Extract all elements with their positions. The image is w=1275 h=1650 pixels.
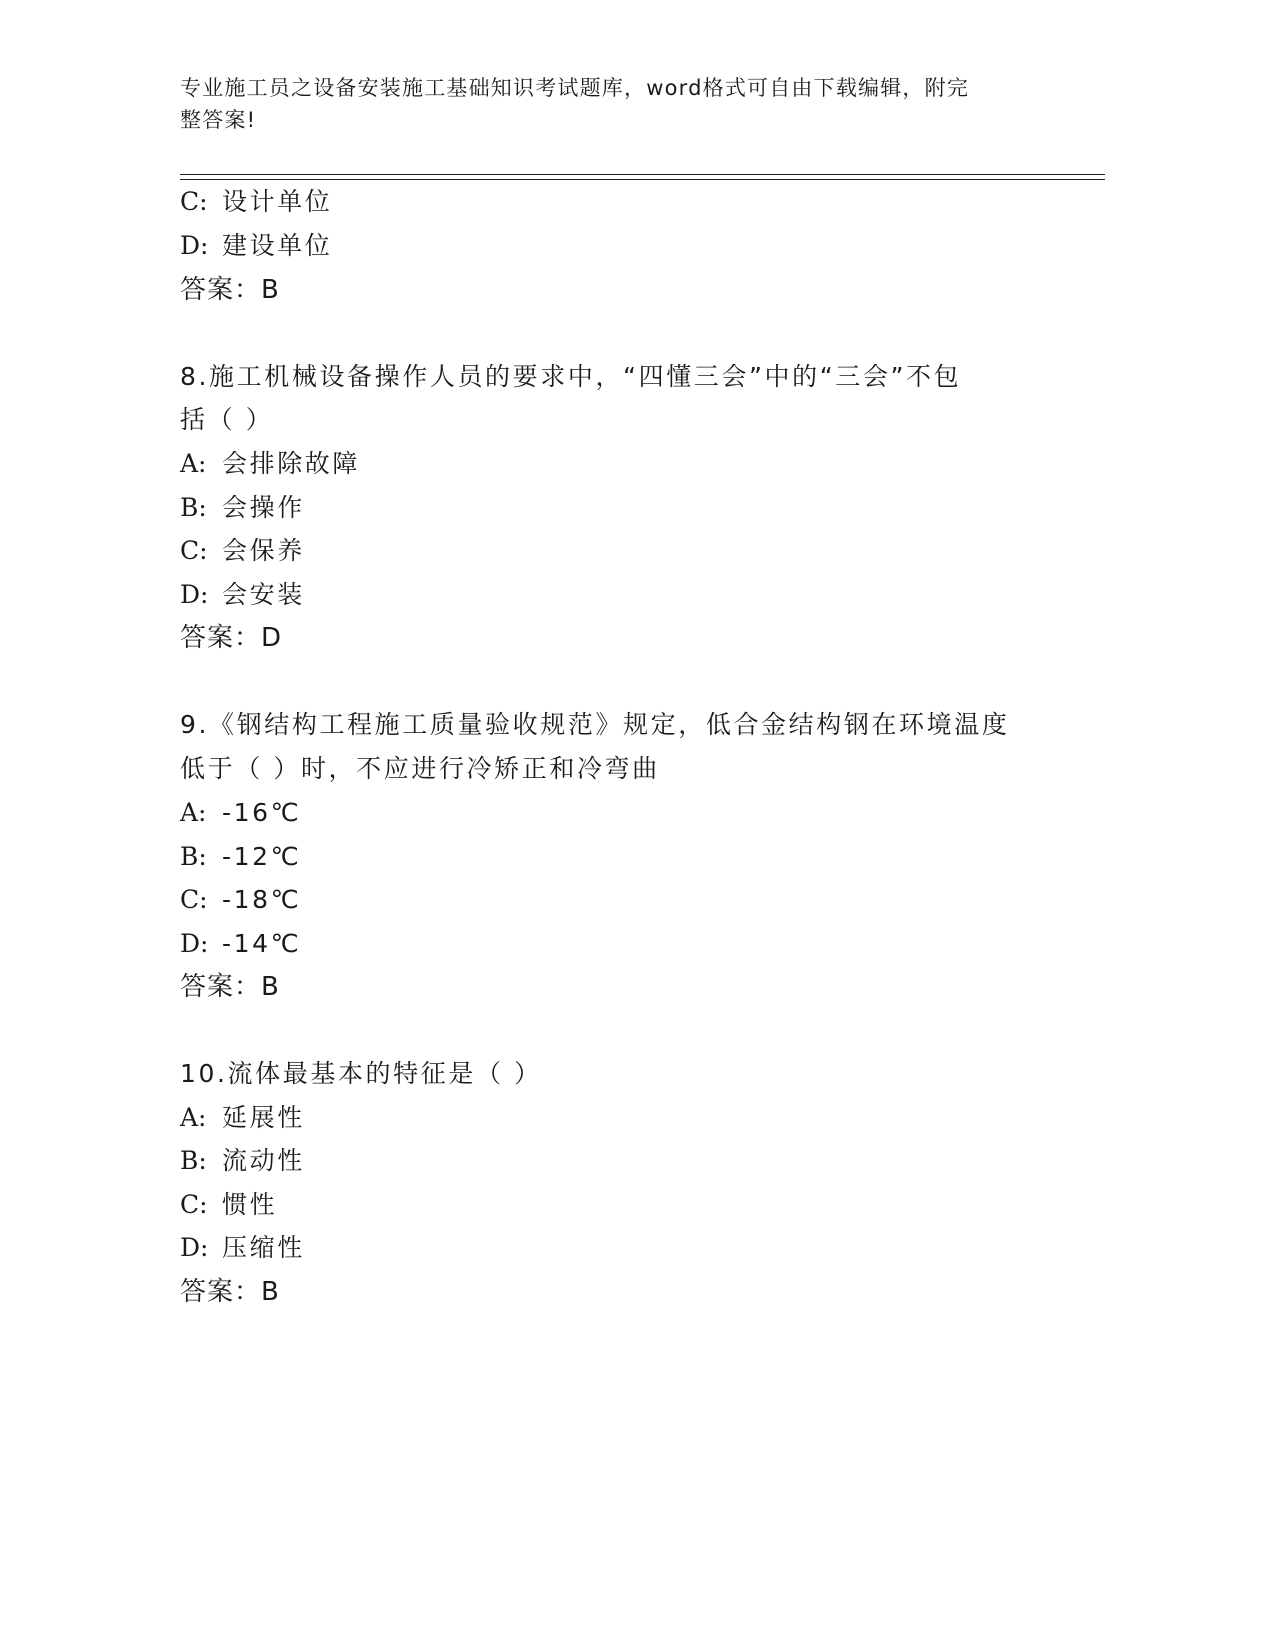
option-text: 会操作	[222, 493, 305, 522]
option-text: 流动性	[222, 1146, 305, 1175]
q10-option-b	[180, 1146, 305, 1176]
q7-option-c	[180, 187, 332, 217]
option-text: -16℃	[222, 798, 302, 827]
q8-option-d	[180, 580, 305, 610]
q10-option-a	[180, 1103, 305, 1133]
option-label: B:	[180, 493, 207, 522]
option-text: 建设单位	[222, 231, 333, 260]
option-label: C:	[180, 1190, 208, 1219]
header-line-1: 专业施工员之设备安装施工基础知识考试题库，word格式可自由下载编辑，附完	[180, 76, 970, 100]
q9-stem-line-2: 低于（ ）时，不应进行冷矫正和冷弯曲	[180, 754, 660, 783]
option-label: B:	[180, 1146, 207, 1175]
option-label: D:	[180, 580, 209, 609]
q8-answer: 答案：D	[180, 623, 283, 653]
option-label: D:	[180, 231, 209, 260]
q9-answer: 答案：B	[180, 972, 280, 1002]
option-text: 设计单位	[222, 187, 333, 216]
option-text: 会保养	[222, 536, 305, 565]
q9-stem-line-1: 9.《钢结构工程施工质量验收规范》规定，低合金结构钢在环境温度	[180, 710, 1010, 739]
option-text: 会安装	[222, 580, 305, 609]
option-text: 会排除故障	[222, 449, 361, 478]
q8-option-a	[180, 449, 360, 479]
option-label: A:	[180, 1103, 207, 1132]
option-text: 惯性	[222, 1190, 278, 1219]
q9-option-b	[180, 842, 301, 872]
q9-option-a	[180, 798, 301, 828]
option-label: C:	[180, 187, 208, 216]
option-label: A:	[180, 449, 207, 478]
option-label: C:	[180, 885, 208, 914]
document-header	[180, 72, 1060, 136]
option-label: D:	[180, 929, 209, 958]
q8-stem-line-1: 8.施工机械设备操作人员的要求中，“四懂三会”中的“三会”不包	[180, 362, 962, 391]
header-divider	[180, 174, 1105, 180]
q8-stem-line-2: 括（ ）	[180, 405, 274, 434]
option-text: 延展性	[222, 1103, 305, 1132]
q7-answer: 答案：B	[180, 275, 280, 305]
q10-stem-line-1: 10.流体最基本的特征是（ ）	[180, 1059, 542, 1088]
q10-answer: 答案：B	[180, 1277, 280, 1307]
q9-option-c	[180, 885, 301, 915]
q9-option-d	[180, 929, 301, 959]
option-label: D:	[180, 1233, 209, 1262]
q10-option-d	[180, 1233, 305, 1263]
option-text: -12℃	[222, 842, 302, 871]
option-label: B:	[180, 842, 207, 871]
option-label: C:	[180, 536, 208, 565]
option-text: 压缩性	[222, 1233, 305, 1262]
header-line-2: 整答案!	[180, 108, 257, 132]
q10-option-c	[180, 1190, 277, 1220]
option-label: A:	[180, 798, 207, 827]
q8-option-c	[180, 536, 305, 566]
q8-option-b	[180, 493, 305, 523]
option-text: -14℃	[222, 929, 302, 958]
q7-option-d	[180, 231, 332, 261]
option-text: -18℃	[222, 885, 302, 914]
